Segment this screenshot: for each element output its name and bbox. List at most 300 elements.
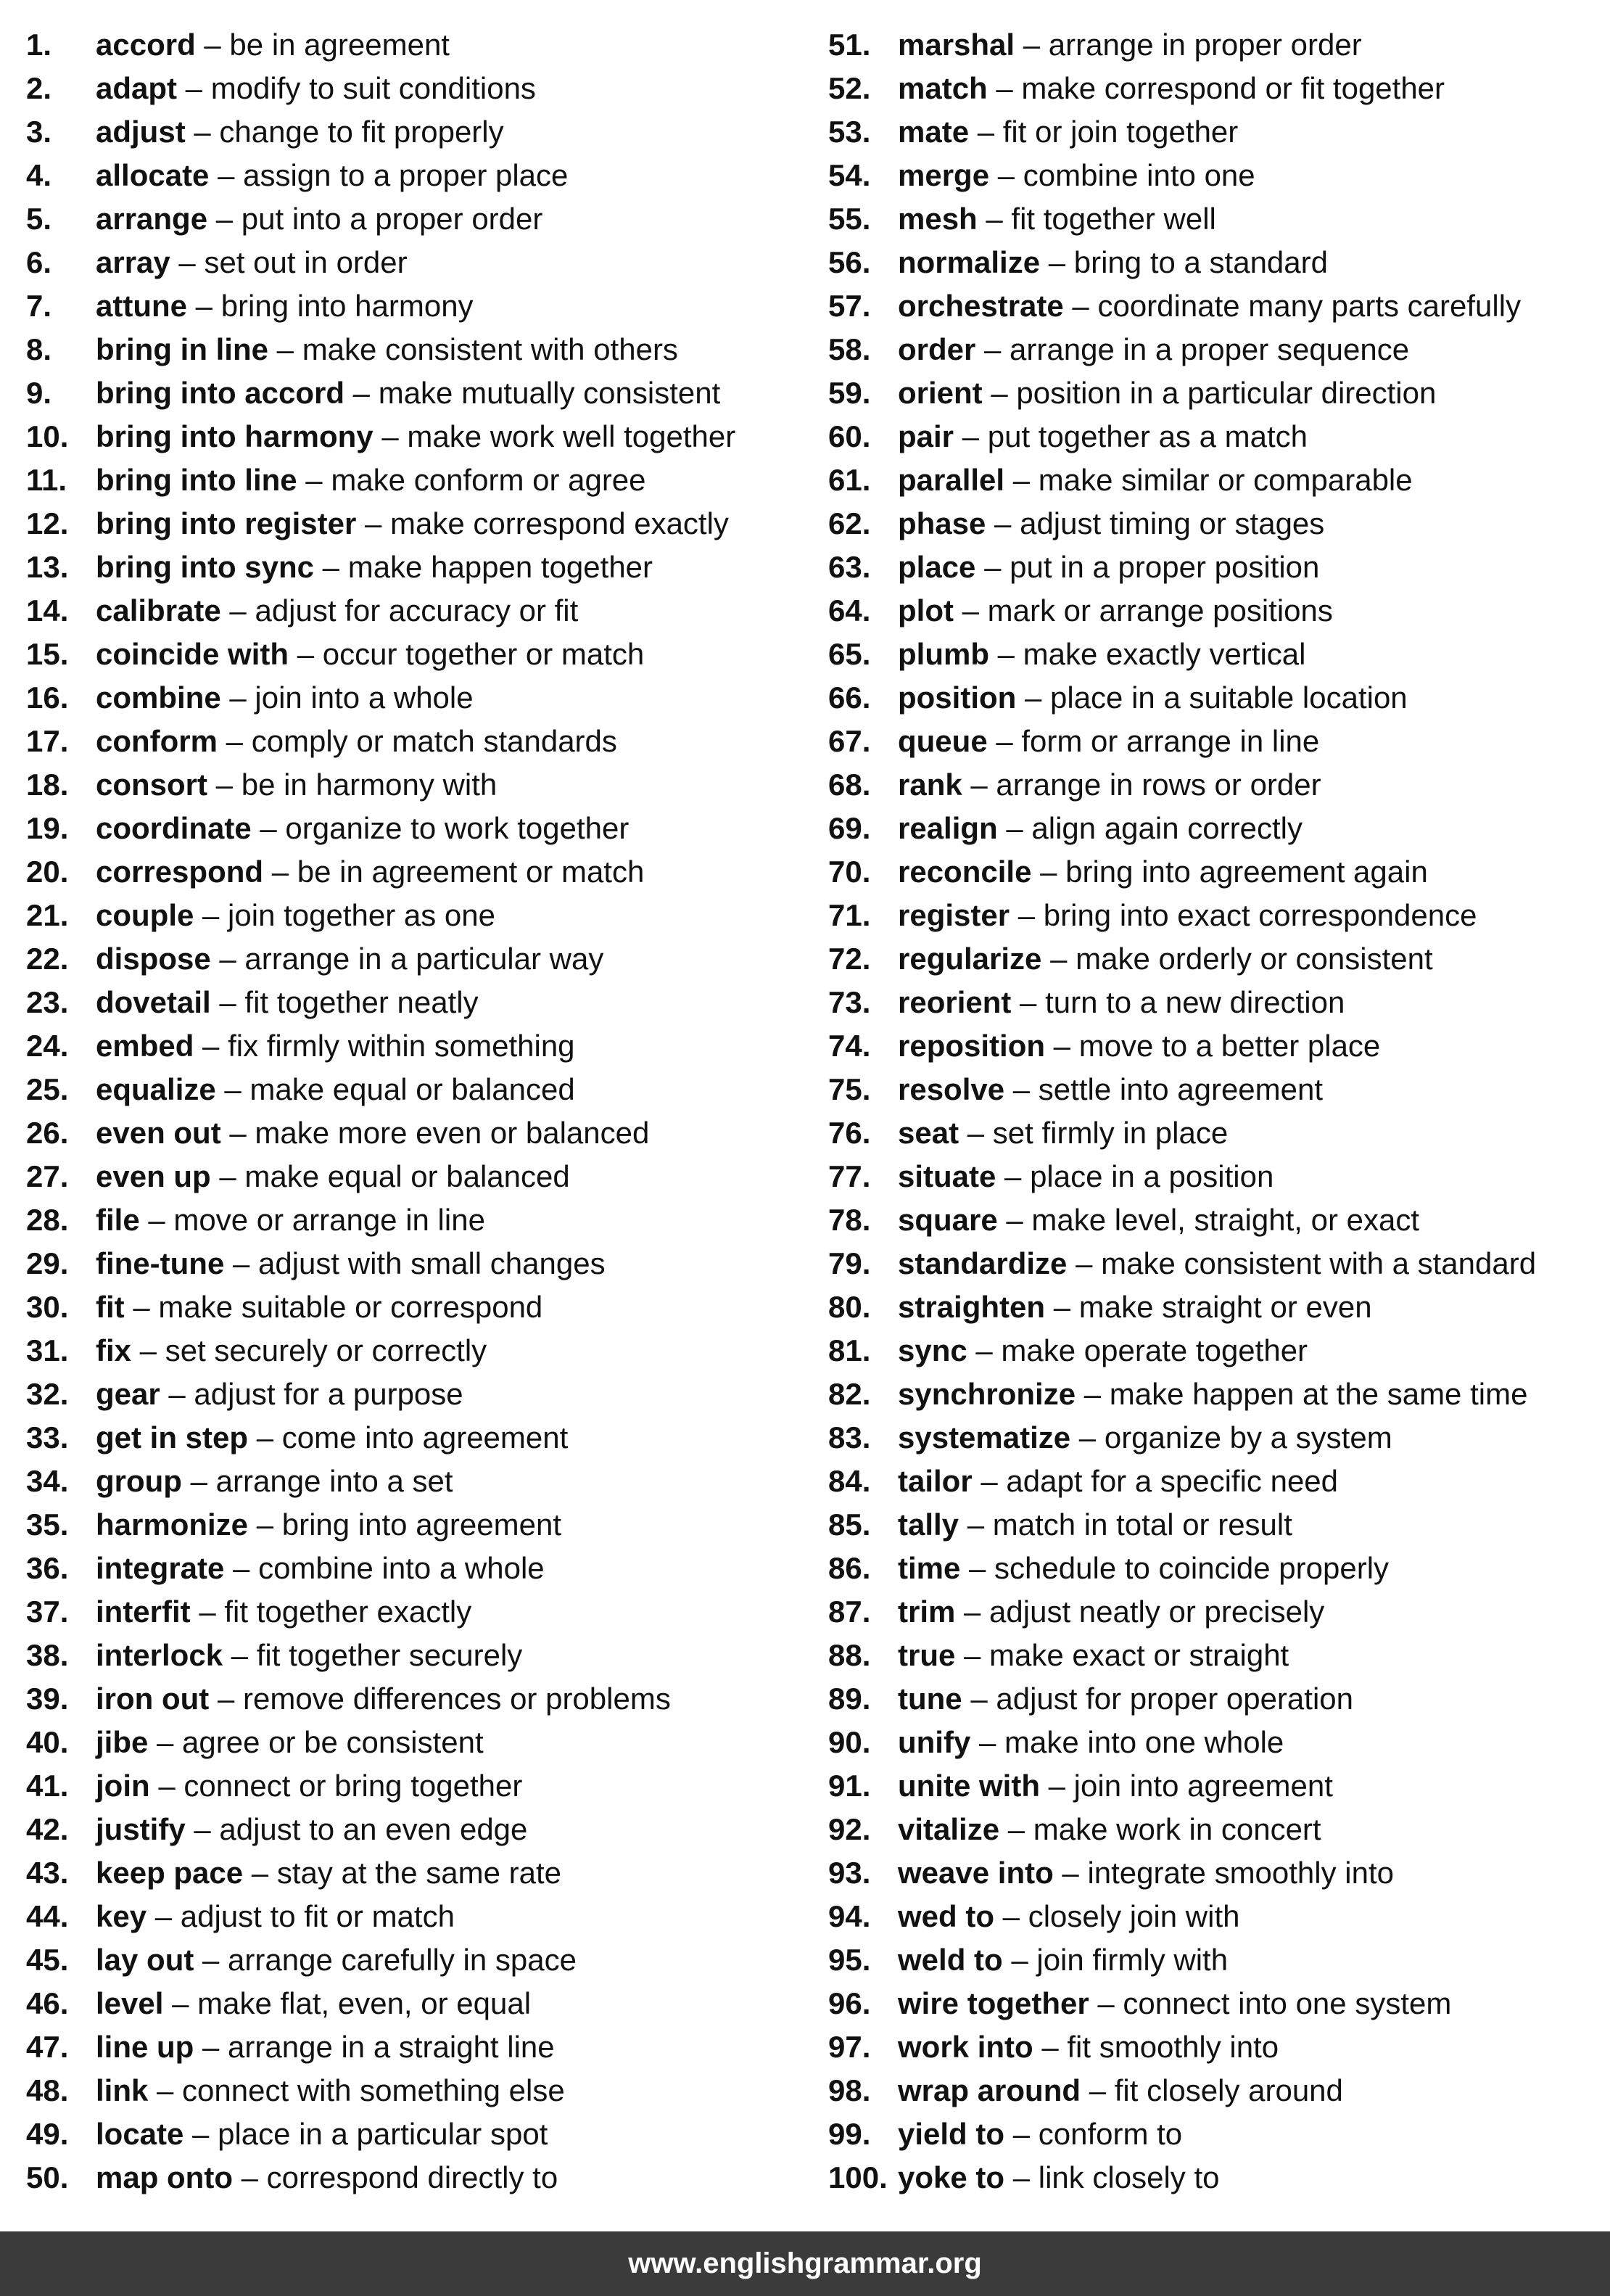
word-entry	[26, 1764, 735, 1808]
word-entry	[828, 1068, 1536, 1111]
entry-term: reposition	[898, 1029, 1046, 1063]
entry-definition: – integrate smoothly into	[1053, 1856, 1395, 1890]
word-entry	[26, 23, 735, 67]
entry-number: 62.	[828, 506, 871, 540]
entry-number: 87.	[828, 1595, 871, 1629]
entry-term: jibe	[96, 1725, 149, 1759]
word-entry	[828, 676, 1536, 720]
word-entry	[828, 1024, 1536, 1068]
entry-term: systematize	[898, 1420, 1071, 1454]
word-entry	[26, 720, 735, 763]
entry-definition: – make correspond or fit together	[987, 71, 1445, 105]
word-entry	[828, 589, 1536, 633]
entry-number: 57.	[828, 289, 871, 323]
word-entry	[26, 1460, 735, 1503]
word-entry	[828, 1634, 1536, 1677]
entry-term: mate	[898, 115, 970, 149]
entry-number: 65.	[828, 637, 871, 671]
entry-number: 98.	[828, 2073, 871, 2107]
entry-number: 75.	[828, 1072, 871, 1106]
word-entry	[828, 546, 1536, 589]
word-entry	[828, 1982, 1536, 2025]
entry-term: equalize	[96, 1072, 216, 1106]
entry-term: interlock	[96, 1638, 223, 1672]
word-entry	[828, 1329, 1536, 1373]
word-entry	[828, 2156, 1536, 2200]
entry-number: 34.	[26, 1464, 69, 1498]
entry-number: 25.	[26, 1072, 69, 1106]
word-entry	[26, 1590, 735, 1634]
entry-definition: – adjust with small changes	[224, 1246, 606, 1280]
word-entry	[828, 458, 1536, 502]
entry-number: 56.	[828, 245, 871, 279]
word-entry	[26, 1851, 735, 1895]
entry-term: rank	[898, 768, 962, 802]
entry-term: harmonize	[96, 1507, 249, 1542]
entry-term: seat	[898, 1116, 959, 1150]
entry-number: 68.	[828, 768, 871, 802]
entry-term: attune	[96, 289, 187, 323]
entry-term: embed	[96, 1029, 194, 1063]
entry-term: gear	[96, 1377, 160, 1411]
entry-number: 17.	[26, 724, 69, 758]
entry-definition: – fit together securely	[223, 1638, 523, 1672]
entry-definition: – fit together neatly	[210, 985, 479, 1019]
entry-term: even up	[96, 1159, 211, 1193]
word-entry	[26, 546, 735, 589]
entry-term: resolve	[898, 1072, 1005, 1106]
entry-definition: – make consistent with a standard	[1067, 1246, 1537, 1280]
entry-definition: – combine into one	[989, 158, 1255, 192]
entry-term: bring into harmony	[96, 419, 373, 453]
entry-term: merge	[898, 158, 990, 192]
entry-definition: – make consistent with others	[268, 332, 678, 366]
entry-number: 59.	[828, 376, 871, 410]
word-entry	[26, 2025, 735, 2069]
entry-term: fine-tune	[96, 1246, 225, 1280]
entry-definition: – arrange carefully in space	[194, 1943, 577, 1977]
entry-term: conform	[96, 724, 218, 758]
entry-definition: – make conform or agree	[297, 463, 646, 497]
entry-definition: – join firmly with	[1002, 1943, 1229, 1977]
entry-number: 82.	[828, 1377, 871, 1411]
entry-number: 80.	[828, 1290, 871, 1324]
word-entry	[828, 763, 1536, 807]
word-entry	[26, 633, 735, 676]
word-entry	[828, 1460, 1536, 1503]
entry-definition: – connect with something else	[148, 2073, 565, 2107]
entry-term: tally	[898, 1507, 959, 1542]
entry-definition: – assign to a proper place	[209, 158, 569, 192]
entry-definition: – adjust for accuracy or fit	[220, 593, 579, 628]
entry-definition: – set out in order	[170, 245, 408, 279]
entry-definition: – stay at the same rate	[243, 1856, 562, 1890]
entry-number: 71.	[828, 898, 871, 932]
entry-number: 53.	[828, 115, 871, 149]
entry-number: 92.	[828, 1812, 871, 1846]
entry-term: justify	[96, 1812, 186, 1846]
entry-term: situate	[898, 1159, 996, 1193]
entry-term: unify	[898, 1725, 971, 1759]
word-entry	[26, 1808, 735, 1851]
entry-term: dovetail	[96, 985, 211, 1019]
entry-number: 74.	[828, 1029, 871, 1063]
entry-term: level	[96, 1986, 164, 2020]
entry-definition: – be in agreement or match	[263, 855, 645, 889]
entry-term: key	[96, 1899, 147, 1933]
word-entry	[828, 981, 1536, 1024]
entry-term: line up	[96, 2030, 194, 2064]
entry-number: 58.	[828, 332, 871, 366]
word-entry	[26, 2069, 735, 2112]
entry-number: 32.	[26, 1377, 69, 1411]
entry-definition: – place in a suitable location	[1016, 680, 1408, 715]
entry-number: 37.	[26, 1595, 69, 1629]
entry-number: 6.	[26, 245, 52, 279]
entry-definition: – make exact or straight	[955, 1638, 1289, 1672]
entry-number: 29.	[26, 1246, 69, 1280]
word-entry	[26, 1242, 735, 1285]
entry-number: 64.	[828, 593, 871, 628]
entry-definition: – be in harmony with	[207, 768, 498, 802]
entry-definition: – arrange in a proper sequence	[975, 332, 1410, 366]
entry-definition: – fit closely around	[1081, 2073, 1343, 2107]
word-entry	[828, 1198, 1536, 1242]
entry-number: 86.	[828, 1551, 871, 1585]
entry-number: 4.	[26, 158, 52, 192]
entry-term: register	[898, 898, 1010, 932]
entry-definition: – put into a proper order	[207, 202, 543, 236]
entry-number: 100.	[828, 2160, 888, 2194]
entry-definition: – place in a particular spot	[183, 2117, 548, 2151]
word-entry	[26, 1329, 735, 1373]
entry-number: 73.	[828, 985, 871, 1019]
entry-number: 49.	[26, 2117, 69, 2151]
entry-term: fit	[96, 1290, 125, 1324]
entry-definition: – remove differences or problems	[209, 1682, 671, 1716]
word-entry	[26, 197, 735, 241]
entry-definition: – adjust to an even edge	[185, 1812, 528, 1846]
entry-number: 48.	[26, 2073, 69, 2107]
word-entry	[828, 284, 1536, 328]
entry-number: 95.	[828, 1943, 871, 1977]
entry-term: orient	[898, 376, 983, 410]
entry-definition: – organize to work together	[251, 811, 629, 845]
entry-number: 13.	[26, 550, 69, 584]
entry-definition: – form or arrange in line	[987, 724, 1320, 758]
entry-definition: – connect or bring together	[149, 1769, 523, 1803]
entry-number: 20.	[26, 855, 69, 889]
entry-definition: – bring into exact correspondence	[1010, 898, 1477, 932]
word-entry	[828, 1111, 1536, 1155]
entry-number: 77.	[828, 1159, 871, 1193]
entry-term: bring into line	[96, 463, 297, 497]
entry-term: weld to	[898, 1943, 1003, 1977]
entry-term: bring into accord	[96, 376, 345, 410]
word-entry	[26, 241, 735, 284]
word-entry	[828, 633, 1536, 676]
entry-term: trim	[898, 1595, 956, 1629]
entry-definition: – adjust timing or stages	[986, 506, 1325, 540]
entry-definition: – adjust for proper operation	[962, 1682, 1353, 1716]
entry-definition: – make more even or balanced	[220, 1116, 650, 1150]
word-entry	[828, 1416, 1536, 1460]
entry-definition: – arrange in rows or order	[962, 768, 1321, 802]
entry-term: order	[898, 332, 976, 366]
entry-definition: – make orderly or consistent	[1041, 942, 1433, 976]
entry-number: 76.	[828, 1116, 871, 1150]
entry-number: 2.	[26, 71, 52, 105]
entry-definition: – match in total or result	[959, 1507, 1292, 1542]
entry-number: 43.	[26, 1856, 69, 1890]
entry-definition: – modify to suit conditions	[177, 71, 536, 105]
entry-term: even out	[96, 1116, 221, 1150]
entry-definition: – align again correctly	[997, 811, 1303, 845]
entry-term: consort	[96, 768, 208, 802]
entry-number: 70.	[828, 855, 871, 889]
entry-definition: – position in a particular direction	[982, 376, 1437, 410]
entry-term: arrange	[96, 202, 208, 236]
word-entry	[26, 1155, 735, 1198]
entry-definition: – adjust to fit or match	[146, 1899, 455, 1933]
entry-definition: – move or arrange in line	[139, 1203, 485, 1237]
entry-number: 55.	[828, 202, 871, 236]
entry-number: 50.	[26, 2160, 69, 2194]
entry-number: 72.	[828, 942, 871, 976]
entry-term: orchestrate	[898, 289, 1064, 323]
entry-number: 10.	[26, 419, 69, 453]
entry-term: calibrate	[96, 593, 221, 628]
entry-number: 60.	[828, 419, 871, 453]
entry-term: fix	[96, 1333, 132, 1367]
entry-term: lay out	[96, 1943, 194, 1977]
entry-definition: – combine into a whole	[224, 1551, 545, 1585]
entry-number: 33.	[26, 1420, 69, 1454]
entry-term: yield to	[898, 2117, 1005, 2151]
entry-term: allocate	[96, 158, 210, 192]
word-entry	[26, 67, 735, 110]
entry-definition: – put in a proper position	[975, 550, 1320, 584]
entry-definition: – join together as one	[194, 898, 495, 932]
entry-definition: – make work in concert	[999, 1812, 1321, 1846]
entry-term: match	[898, 71, 988, 105]
entry-term: tune	[898, 1682, 962, 1716]
entry-number: 1.	[26, 28, 52, 62]
entry-term: true	[898, 1638, 956, 1672]
entry-number: 5.	[26, 202, 52, 236]
word-entry	[828, 197, 1536, 241]
entry-definition: – adjust for a purpose	[160, 1377, 463, 1411]
entry-definition: – be in agreement	[195, 28, 450, 62]
entry-definition: – make happen at the same time	[1076, 1377, 1528, 1411]
entry-term: map onto	[96, 2160, 233, 2194]
entry-number: 47.	[26, 2030, 69, 2064]
word-entry	[828, 937, 1536, 981]
entry-definition: – correspond directly to	[232, 2160, 558, 2194]
word-entry	[26, 284, 735, 328]
word-entry	[26, 328, 735, 371]
entry-number: 30.	[26, 1290, 69, 1324]
word-entry	[26, 371, 735, 415]
entry-number: 41.	[26, 1769, 69, 1803]
entry-number: 42.	[26, 1812, 69, 1846]
word-entry	[828, 1285, 1536, 1329]
entry-definition: – put together as a match	[954, 419, 1308, 453]
entry-term: file	[96, 1203, 140, 1237]
word-entry	[828, 415, 1536, 458]
entry-definition: – closely join with	[994, 1899, 1240, 1933]
entry-number: 9.	[26, 376, 52, 410]
entry-term: plot	[898, 593, 954, 628]
word-entry	[828, 1938, 1536, 1982]
word-entry	[26, 1198, 735, 1242]
word-entry	[26, 1024, 735, 1068]
entry-term: couple	[96, 898, 194, 932]
footer-bar	[0, 2231, 1610, 2296]
word-entry	[828, 1895, 1536, 1938]
word-entry	[26, 1285, 735, 1329]
entry-term: position	[898, 680, 1017, 715]
entry-definition: – occur together or match	[289, 637, 645, 671]
entry-number: 78.	[828, 1203, 871, 1237]
entry-definition: – make level, straight, or exact	[997, 1203, 1419, 1237]
entry-term: standardize	[898, 1246, 1068, 1280]
word-entry	[26, 154, 735, 197]
entry-number: 15.	[26, 637, 69, 671]
entry-definition: – link closely to	[1004, 2160, 1220, 2194]
entry-number: 21.	[26, 898, 69, 932]
entry-number: 90.	[828, 1725, 871, 1759]
word-entry	[828, 1721, 1536, 1764]
entry-term: join	[96, 1769, 150, 1803]
word-entry	[828, 1764, 1536, 1808]
entry-definition: – connect into one system	[1089, 1986, 1452, 2020]
entry-number: 89.	[828, 1682, 871, 1716]
word-entry	[828, 328, 1536, 371]
entry-definition: – fit or join together	[969, 115, 1239, 149]
word-entry	[828, 720, 1536, 763]
entry-term: wire together	[898, 1986, 1089, 2020]
word-entry	[26, 1068, 735, 1111]
entry-number: 31.	[26, 1333, 69, 1367]
entry-definition: – make equal or balanced	[215, 1072, 575, 1106]
entry-number: 18.	[26, 768, 69, 802]
entry-number: 45.	[26, 1943, 69, 1977]
entry-number: 19.	[26, 811, 69, 845]
word-entry	[26, 458, 735, 502]
entry-definition: – make operate together	[967, 1333, 1308, 1367]
word-entry	[26, 763, 735, 807]
entry-definition: – make suitable or correspond	[124, 1290, 543, 1324]
entry-term: iron out	[96, 1682, 210, 1716]
entry-definition: – arrange in proper order	[1015, 28, 1362, 62]
entry-term: bring in line	[96, 332, 268, 366]
word-entry	[26, 937, 735, 981]
entry-definition: – arrange in a straight line	[194, 2030, 555, 2064]
entry-definition: – conform to	[1004, 2117, 1183, 2151]
entry-term: keep pace	[96, 1856, 244, 1890]
entry-number: 99.	[828, 2117, 871, 2151]
word-entry	[26, 1982, 735, 2025]
entry-number: 14.	[26, 593, 69, 628]
entry-number: 44.	[26, 1899, 69, 1933]
word-entry	[828, 850, 1536, 894]
entry-number: 96.	[828, 1986, 871, 2020]
entry-definition: – schedule to coincide properly	[960, 1551, 1390, 1585]
entry-number: 27.	[26, 1159, 69, 1193]
word-entry	[828, 1242, 1536, 1285]
entry-number: 63.	[828, 550, 871, 584]
word-entry	[26, 1503, 735, 1547]
entry-term: time	[898, 1551, 961, 1585]
entry-term: vitalize	[898, 1812, 1000, 1846]
entry-term: reconcile	[898, 855, 1032, 889]
entry-definition: – bring into agreement	[248, 1507, 561, 1542]
entry-term: synchronize	[898, 1377, 1076, 1411]
word-entry	[828, 1808, 1536, 1851]
word-entry	[26, 850, 735, 894]
word-entry	[828, 1851, 1536, 1895]
entry-number: 40.	[26, 1725, 69, 1759]
entry-number: 81.	[828, 1333, 871, 1367]
entry-term: yoke to	[898, 2160, 1005, 2194]
word-entry	[26, 1895, 735, 1938]
word-entry	[828, 1677, 1536, 1721]
entry-number: 88.	[828, 1638, 871, 1672]
entry-definition: – bring into agreement again	[1031, 855, 1428, 889]
entry-number: 97.	[828, 2030, 871, 2064]
entry-definition: – agree or be consistent	[148, 1725, 484, 1759]
entry-definition: – come into agreement	[248, 1420, 569, 1454]
entry-term: mesh	[898, 202, 978, 236]
entry-term: combine	[96, 680, 221, 715]
word-entry	[828, 23, 1536, 67]
entry-definition: – set firmly in place	[959, 1116, 1229, 1150]
entry-term: wed to	[898, 1899, 994, 1933]
entry-term: unite with	[898, 1769, 1040, 1803]
entry-number: 26.	[26, 1116, 69, 1150]
entry-number: 12.	[26, 506, 69, 540]
word-entry	[828, 2069, 1536, 2112]
entry-term: bring into sync	[96, 550, 315, 584]
entry-definition: – make similar or comparable	[1004, 463, 1413, 497]
word-entry	[828, 1547, 1536, 1590]
word-entry	[828, 807, 1536, 850]
entry-number: 94.	[828, 1899, 871, 1933]
entry-definition: – place in a position	[996, 1159, 1274, 1193]
word-list-left-column	[26, 23, 735, 2200]
entry-number: 35.	[26, 1507, 69, 1542]
entry-term: normalize	[898, 245, 1041, 279]
entry-definition: – set securely or correctly	[131, 1333, 487, 1367]
entry-term: parallel	[898, 463, 1005, 497]
entry-number: 38.	[26, 1638, 69, 1672]
word-entry	[26, 2112, 735, 2156]
word-entry	[828, 2112, 1536, 2156]
word-entry	[26, 502, 735, 546]
entry-definition: – adjust neatly or precisely	[955, 1595, 1325, 1629]
entry-term: realign	[898, 811, 998, 845]
entry-term: wrap around	[898, 2073, 1081, 2107]
word-entry	[26, 415, 735, 458]
entry-term: plumb	[898, 637, 989, 671]
word-entry	[828, 154, 1536, 197]
word-list-right-column	[828, 23, 1536, 2200]
entry-number: 67.	[828, 724, 871, 758]
entry-term: dispose	[96, 942, 211, 976]
entry-number: 11.	[26, 463, 67, 497]
word-entry	[26, 1547, 735, 1590]
